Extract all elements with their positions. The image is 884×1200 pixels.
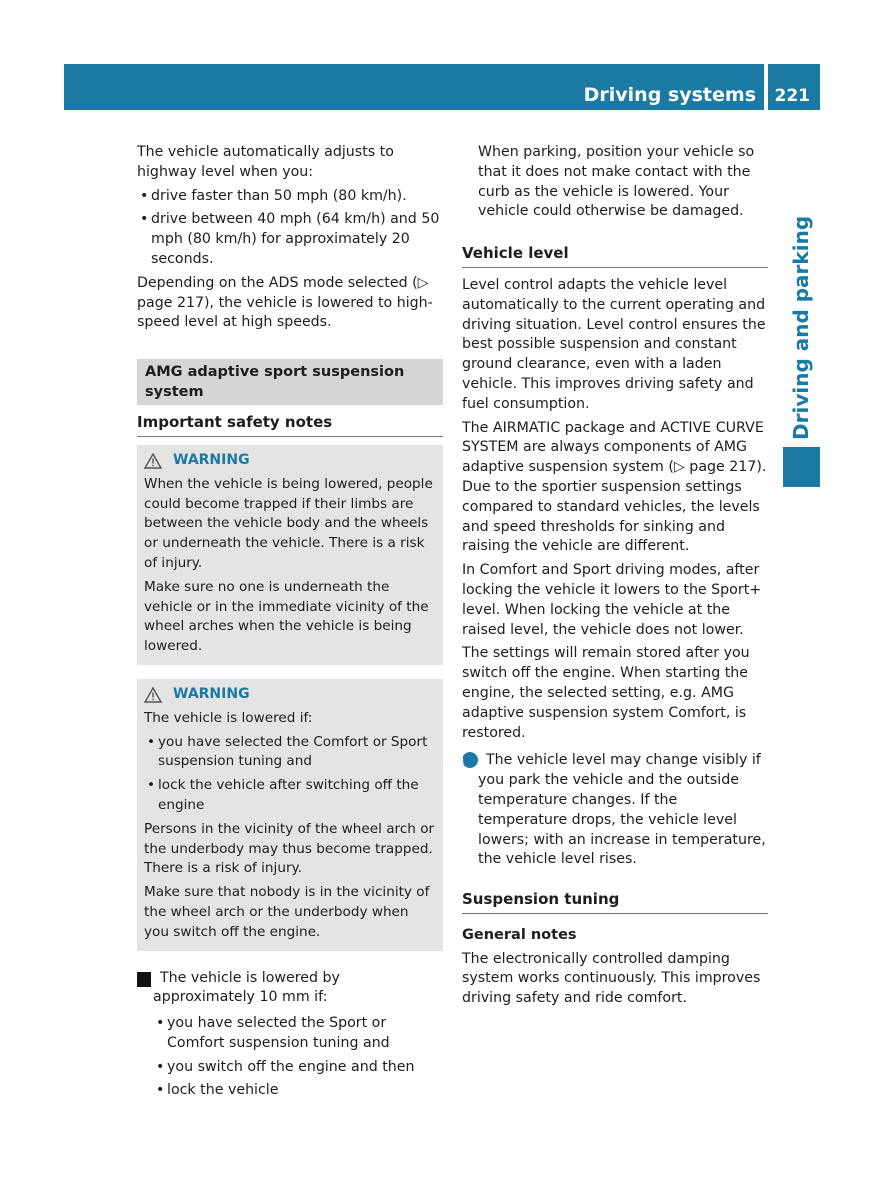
body-paragraph: The AIRMATIC package and ACTIVE CURVE SYSTEM are always components of AMG adaptive suspension system (▷ page 217). Due to the sportier suspension settings compared to standard vehicles, the levels and speed thresholds for sinking and raising the vehicle are different. <box>462 419 767 555</box>
body-paragraph: In Comfort and Sport driving modes, after locking the vehicle it lowers to the Sport+ level. When locking the vehicle at the raised level, the vehicle does not lower. <box>462 562 762 638</box>
list-item: • you switch off the engine and then <box>153 1058 443 1078</box>
list-item: • drive between 40 mph (64 km/h) and 50 mph (80 km/h) for approximately 20 seconds. <box>137 210 443 269</box>
intro-paragraph: The vehicle automatically adjusts to highway level when you: <box>137 144 394 180</box>
right-column <box>459 143 768 1013</box>
warning-text: Persons in the vicinity of the wheel arch or the underbody may thus become trapped. There is a risk of injury. <box>144 820 435 877</box>
section-title: Driving systems <box>583 84 756 106</box>
warning-triangle-icon <box>144 453 162 469</box>
warning-text: Make sure that nobody is in the vicinity of the wheel arch or the underbody when you switch off the engine. <box>144 884 430 940</box>
warning-title: WARNING <box>173 685 250 702</box>
warning-text: When the vehicle is being lowered, people could become trapped if their limbs are between the vehicle body and the wheels or underneath the vehicle. There is a risk of injury. <box>144 475 433 571</box>
warning-text: The vehicle is lowered if: <box>144 709 313 726</box>
ads-paragraph: Depending on the ADS mode selected (▷ page 217), the vehicle is lowered to high-speed level at high speeds. <box>137 274 433 331</box>
warning-box <box>137 679 443 951</box>
amg-section-heading: AMG adaptive sport suspension system <box>137 359 443 405</box>
header-divider <box>764 64 768 110</box>
parking-paragraph: When parking, position your vehicle so that it does not make contact with the curb as the vehicle is lowered. Your vehicle could otherwise be damaged. <box>478 144 755 220</box>
note-text: The vehicle is lowered by approximately 10 mm if: <box>153 969 340 1006</box>
vehicle-level-heading: Vehicle level <box>462 244 768 268</box>
list-item: • you have selected the Sport or Comfort suspension tuning and <box>153 1014 443 1054</box>
general-notes-heading: General notes <box>462 926 577 943</box>
chapter-tab-label: Driving and parking <box>789 215 813 440</box>
safety-notes-heading: Important safety notes <box>137 413 443 437</box>
warning-text: Make sure no one is underneath the vehicle or in the immediate vicinity of the wheel arches when the vehicle is being lowered. <box>144 578 429 655</box>
list-item: • lock the vehicle after switching off the engine <box>144 776 436 816</box>
chapter-tab <box>783 215 819 440</box>
suspension-tuning-heading: Suspension tuning <box>462 890 768 914</box>
warning-box <box>137 445 443 665</box>
list-item: • lock the vehicle <box>153 1081 443 1101</box>
exclamation-icon: ! <box>137 972 151 987</box>
info-icon: i <box>462 752 478 768</box>
caution-note <box>133 969 443 1102</box>
list-item: • drive faster than 50 mph (80 km/h). <box>137 187 443 207</box>
chapter-marker <box>783 447 820 487</box>
left-column <box>133 143 443 1105</box>
page-number: 221 <box>774 86 810 106</box>
list-item: • you have selected the Comfort or Sport suspension tuning and <box>144 733 436 773</box>
warning-triangle-icon <box>144 687 162 703</box>
warning-title: WARNING <box>173 451 250 468</box>
info-note <box>459 751 768 870</box>
body-paragraph: The settings will remain stored after you switch off the engine. When starting the engine, the selected setting, e.g. AMG adaptive suspension system Comfort, is restored. <box>462 645 750 741</box>
page-header <box>64 64 820 110</box>
body-paragraph: Level control adapts the vehicle level automatically to the current operating and driving situation. Level control ensures the best possible suspension and constant ground clearance, even with a laden vehicle. This improves driving safety and fuel consumption. <box>462 276 766 412</box>
body-paragraph: The electronically controlled damping system works continuously. This improves driving safety and ride comfort. <box>462 950 761 1007</box>
info-note-text: The vehicle level may change visibly if you park the vehicle and the outside temperature changes. If the temperature drops, the vehicle level lowers; with an increase in temperature, the vehicle level rises. <box>478 752 766 868</box>
